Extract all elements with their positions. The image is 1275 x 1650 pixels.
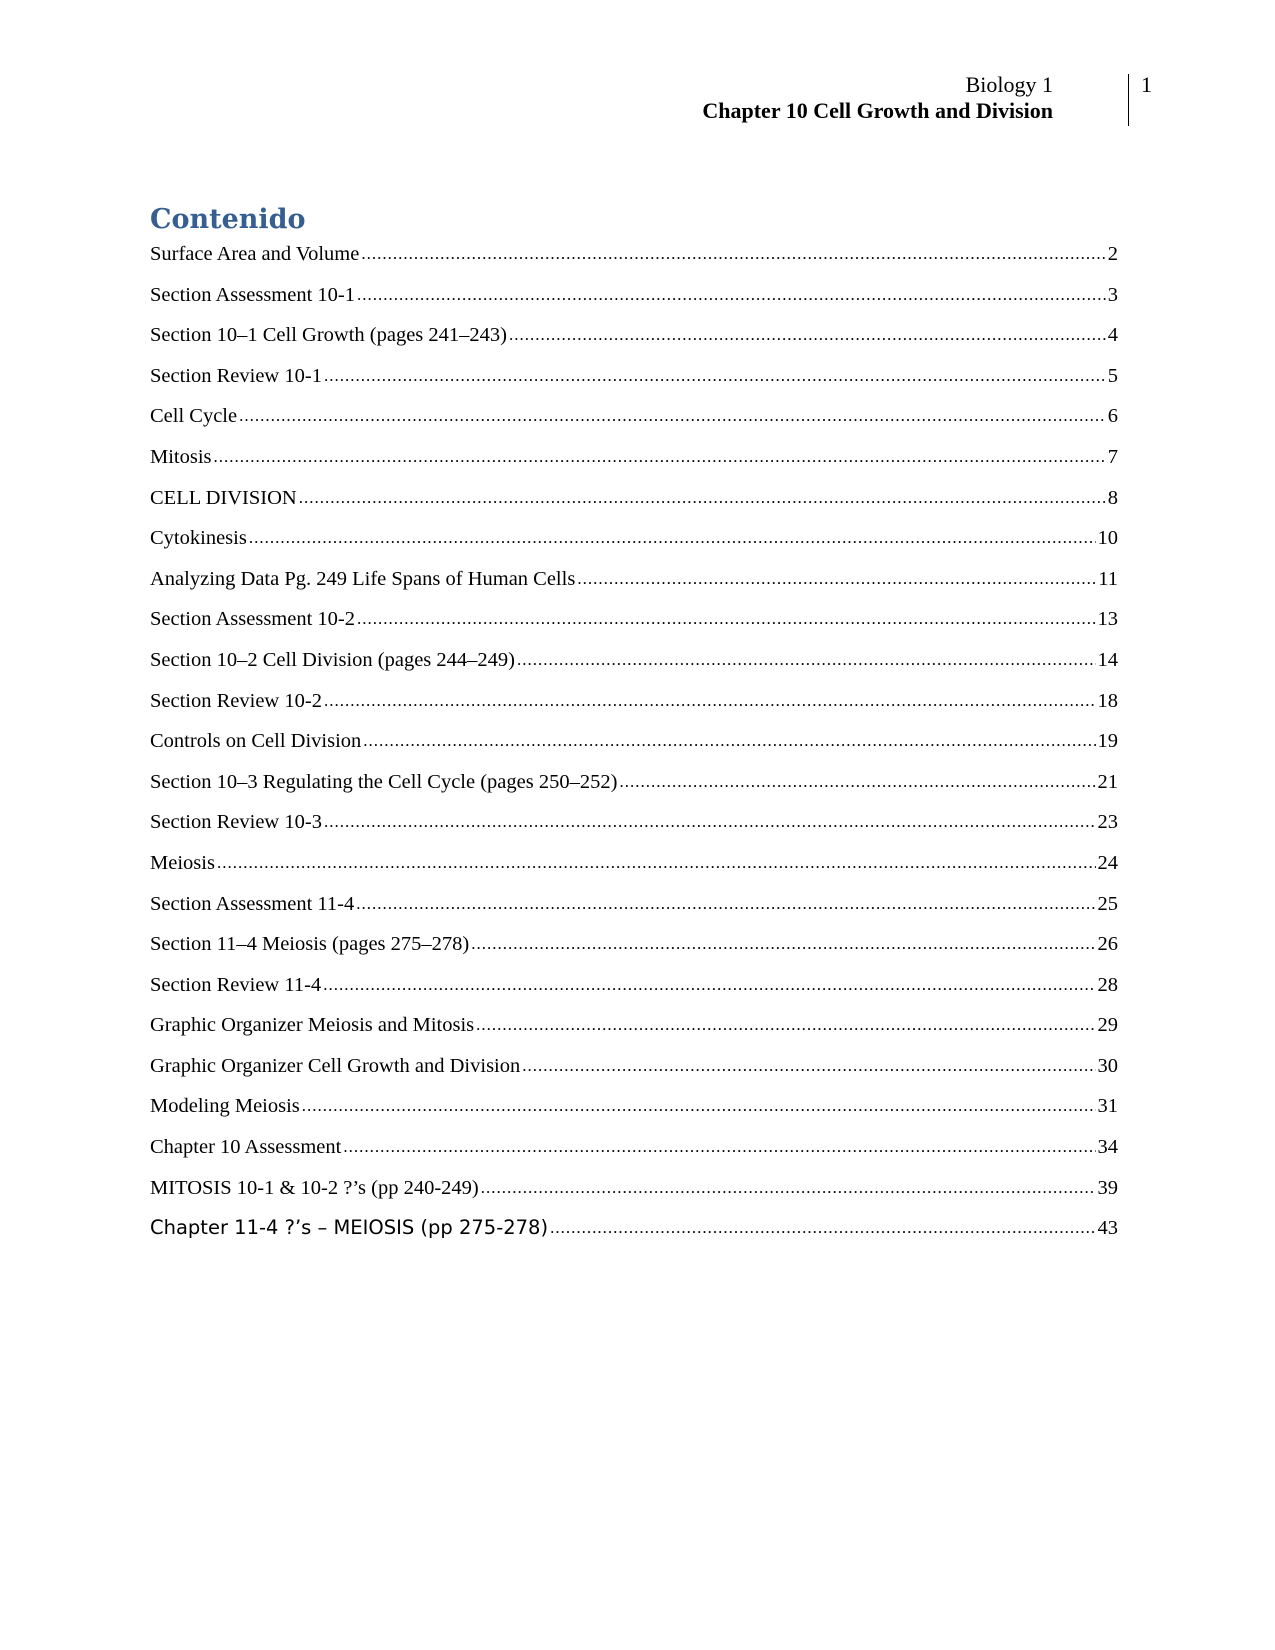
toc-dot-leader [324, 362, 1106, 390]
toc-entry-label[interactable]: Section 10–3 Regulating the Cell Cycle (pages 250–252) [150, 770, 618, 793]
toc-entry[interactable] [150, 890, 1118, 931]
toc-entry-label[interactable]: Modeling Meiosis [150, 1095, 300, 1118]
toc-entry[interactable] [150, 402, 1118, 443]
toc-entry-label[interactable]: Section Review 10-3 [150, 811, 322, 834]
toc-entry-page-number[interactable]: 31 [1097, 1095, 1118, 1118]
toc-entry-label[interactable]: Section Assessment 10-1 [150, 283, 355, 306]
toc-entry-page-number[interactable]: 24 [1097, 851, 1118, 874]
toc-entry[interactable] [150, 971, 1118, 1012]
toc-entry-page-number[interactable]: 5 [1107, 364, 1118, 387]
toc-entry-label[interactable]: MITOSIS 10-1 & 10-2 ?’s (pp 240-249) [150, 1176, 479, 1199]
toc-dot-leader [324, 808, 1096, 836]
toc-entry[interactable] [150, 1011, 1118, 1052]
toc-entry-page-number[interactable]: 34 [1097, 1136, 1118, 1159]
toc-entry-label[interactable]: Section Assessment 10-2 [150, 608, 355, 631]
toc-entry[interactable] [150, 1174, 1118, 1215]
toc-dot-leader [214, 443, 1106, 471]
toc-dot-leader [239, 402, 1106, 430]
toc-dot-leader [476, 1011, 1095, 1039]
toc-dot-leader [302, 1092, 1096, 1120]
toc-dot-leader [299, 484, 1106, 512]
toc-entry[interactable] [150, 240, 1118, 281]
toc-dot-leader [324, 687, 1096, 715]
toc-dot-leader [577, 565, 1096, 593]
toc-entry[interactable] [150, 281, 1118, 322]
toc-entry[interactable] [150, 1052, 1118, 1093]
toc-entry-page-number[interactable]: 13 [1097, 608, 1118, 631]
toc-dot-leader [343, 1133, 1095, 1161]
toc-dot-leader [550, 1214, 1095, 1242]
toc-entry-page-number[interactable]: 8 [1107, 486, 1118, 509]
toc-entry-page-number[interactable]: 29 [1097, 1014, 1118, 1037]
toc-entry[interactable] [150, 849, 1118, 890]
toc-entry-label[interactable]: Chapter 10 Assessment [150, 1136, 342, 1159]
toc-dot-leader [471, 930, 1095, 958]
toc-title: Contenido [150, 204, 306, 235]
toc-entry[interactable] [150, 524, 1118, 565]
toc-entry-label[interactable]: Meiosis [150, 851, 215, 874]
toc-entry-page-number[interactable]: 39 [1097, 1176, 1118, 1199]
toc-entry-page-number[interactable]: 21 [1097, 770, 1118, 793]
toc-entry-page-number[interactable]: 4 [1107, 324, 1118, 347]
toc-entry-label[interactable]: Cytokinesis [150, 527, 247, 550]
toc-entry-page-number[interactable]: 28 [1097, 973, 1118, 996]
toc-entry-label[interactable]: Mitosis [150, 445, 212, 468]
toc-entry[interactable] [150, 362, 1118, 403]
toc-list [150, 240, 1118, 1255]
toc-entry-page-number[interactable]: 18 [1097, 689, 1118, 712]
toc-entry-page-number[interactable]: 30 [1097, 1054, 1118, 1077]
toc-entry-page-number[interactable]: 19 [1097, 730, 1118, 753]
toc-entry[interactable] [150, 727, 1118, 768]
toc-dot-leader [522, 1052, 1095, 1080]
toc-entry-page-number[interactable]: 3 [1107, 283, 1118, 306]
toc-entry[interactable] [150, 808, 1118, 849]
toc-entry[interactable] [150, 1133, 1118, 1174]
toc-entry-page-number[interactable]: 10 [1097, 527, 1118, 550]
toc-entry-label[interactable]: Section Assessment 11-4 [150, 892, 355, 915]
toc-entry-label[interactable]: Graphic Organizer Cell Growth and Division [150, 1054, 521, 1077]
toc-entry-page-number[interactable]: 2 [1107, 243, 1118, 265]
toc-entry-label[interactable]: Analyzing Data Pg. 249 Life Spans of Human Cells [150, 567, 576, 590]
toc-entry-label[interactable]: Graphic Organizer Meiosis and Mitosis [150, 1014, 475, 1037]
toc-entry[interactable] [150, 646, 1118, 687]
toc-entry[interactable] [150, 930, 1118, 971]
toc-dot-leader [323, 971, 1095, 999]
toc-dot-leader [356, 890, 1095, 918]
toc-entry[interactable] [150, 605, 1118, 646]
toc-dot-leader [509, 321, 1106, 349]
toc-dot-leader [363, 727, 1095, 755]
header-subject: Biology 1 [965, 72, 1053, 97]
header-text [702, 72, 1053, 124]
toc-dot-leader [481, 1174, 1096, 1202]
toc-entry-page-number[interactable]: 26 [1097, 933, 1118, 956]
toc-entry-page-number[interactable]: 7 [1107, 445, 1118, 468]
header-divider [1128, 74, 1129, 126]
toc-entry[interactable] [150, 1092, 1118, 1133]
toc-entry-label[interactable]: Cell Cycle [150, 405, 238, 428]
toc-entry-label[interactable]: CELL DIVISION [150, 486, 297, 509]
toc-dot-leader [357, 281, 1106, 309]
toc-entry[interactable] [150, 484, 1118, 525]
toc-entry-label[interactable]: Section Review 11-4 [150, 973, 322, 996]
toc-dot-leader [217, 849, 1096, 877]
toc-entry-page-number[interactable]: 25 [1097, 892, 1118, 915]
page-number: 1 [1141, 72, 1152, 97]
toc-entry[interactable] [150, 1214, 1118, 1255]
toc-entry-label[interactable]: Surface Area and Volume [150, 243, 360, 265]
toc-dot-leader [619, 768, 1095, 796]
toc-entry-page-number[interactable]: 23 [1097, 811, 1118, 834]
toc-dot-leader [249, 524, 1096, 552]
toc-entry-page-number[interactable]: 43 [1097, 1217, 1118, 1240]
toc-dot-leader [361, 240, 1105, 268]
toc-entry[interactable] [150, 443, 1118, 484]
toc-entry-page-number[interactable]: 14 [1097, 648, 1118, 671]
toc-entry-label[interactable]: Section 10–1 Cell Growth (pages 241–243) [150, 324, 507, 347]
toc-entry[interactable] [150, 687, 1118, 728]
table-of-contents [150, 200, 1118, 1255]
toc-entry-page-number[interactable]: 11 [1098, 567, 1118, 590]
header-chapter-title: Chapter 10 Cell Growth and Division [702, 98, 1053, 123]
page-header [700, 72, 1152, 128]
toc-entry[interactable] [150, 321, 1118, 362]
toc-entry-label[interactable]: Chapter 11-4 ?’s – MEIOSIS (pp 275-278) [150, 1216, 549, 1240]
toc-entry-label[interactable]: Controls on Cell Division [150, 730, 362, 753]
toc-entry-page-number[interactable]: 6 [1107, 405, 1118, 428]
toc-entry-label[interactable]: Section 11–4 Meiosis (pages 275–278) [150, 933, 470, 956]
toc-entry[interactable] [150, 565, 1118, 606]
toc-dot-leader [517, 646, 1096, 674]
toc-entry-label[interactable]: Section 10–2 Cell Division (pages 244–249) [150, 648, 515, 671]
toc-dot-leader [357, 605, 1096, 633]
toc-entry-label[interactable]: Section Review 10-1 [150, 364, 322, 387]
toc-entry[interactable] [150, 768, 1118, 809]
toc-entry-label[interactable]: Section Review 10-2 [150, 689, 322, 712]
